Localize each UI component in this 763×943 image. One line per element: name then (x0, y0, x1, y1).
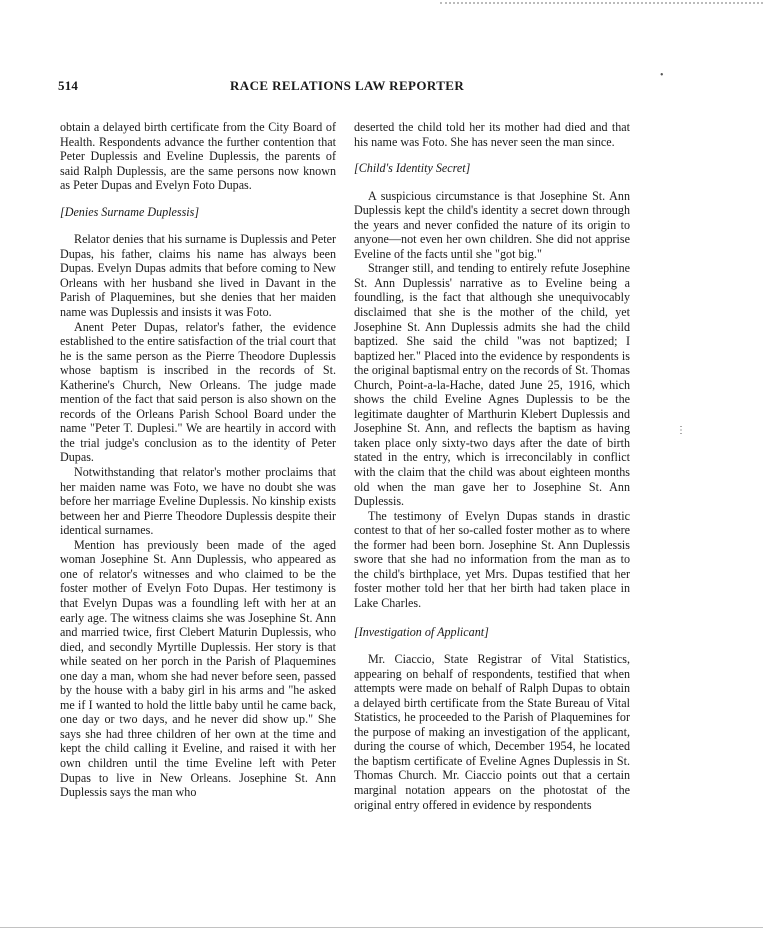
bottom-scan-edge (0, 927, 763, 928)
paragraph: Mr. Ciaccio, State Registrar of Vital Statistics, appearing on behalf of respondents, testified that when attempts were made on behalf of Ralph Dupas to obtain a delayed birth certificate from the State Bureau of Vital Statistics, he proceeded to the Parish of Plaquemines for the purpose of making an investigation of the applicant, during the course of which, December 1954, he located the baptism certificate of Eveline Agnes Duplessis in St. Thomas Church. Mr. Ciaccio points out that a certain marginal notation appears on the photostat of the original entry offered in evidence by respondents (354, 652, 630, 812)
paragraph: The testimony of Evelyn Dupas stands in drastic contest to that of her so-called foster mother as to where the former had been born. Josephine St. Ann Duplessis swore that she had no information from the man as to the child's birthplace, yet Mrs. Dupas testified that her foster mother told her that her birth had taken place in Lake Charles. (354, 508, 630, 610)
page-number: 514 (58, 78, 79, 93)
paragraph: Mention has previously been made of the aged woman Josephine St. Ann Duplessis, who appeared as one of relator's witnesses and who claimed to be the foster mother of Evelyn Foto Dupas. Her testimony is that Evelyn Dupas was a foundling left with her at an early age. The witness claims she was Josephine St. Ann and married twice, first Clebert Maturin Duplessis, who died, and secondly Myrtille Duplessis. Her story is that while seated on her porch in the Parish of Plaquemines one day a man, whom she had never before seen, passed by the house with a baby girl in his arms and "he asked me if I wanted to hold the little baby until he came back, one day or two days, and he never did show up." She says she had three children of her own at the time and kept the child calling it Eveline, and raised it with her own children until the time Eveline left with Peter Dupas to live in New Orleans. Josephine St. Ann Duplessis says the man who (60, 537, 336, 800)
paragraph: A suspicious circumstance is that Josephine St. Ann Duplessis kept the child's identity a secret down through the years and never confided the nature of its origin to anyone—not even her own children. She did not apprise Eveline of the facts until she "got big." (354, 188, 630, 261)
left-column (60, 120, 336, 800)
paragraph: deserted the child told her its mother had died and that his name was Foto. She has never seen the man since. (354, 120, 630, 149)
paragraph: Anent Peter Dupas, relator's father, the evidence established to the entire satisfaction of the trial court that he is the same person as the Pierre Theodore Duplessis whose baptism is inscribed in the records of St. Katherine's Church, New Orleans. The judge made mention of the fact that said person is also shown on the records of the Orleans Parish School Board under the name "Peter T. Duplesi." We are heartily in accord with the trial judge's conclusion as to the identity of Peter Dupas. (60, 319, 336, 465)
paragraph: Stranger still, and tending to entirely refute Josephine St. Ann Duplessis' narrative as to Eveline being a foundling, is the fact that although she unequivocably disclaimed that she is the mother of the child, yet Josephine St. Ann Duplessis admits she had the child baptized. She said the child "was not baptized; I baptized her." Placed into the evidence by respondents is the original baptismal entry on the records of St. Thomas Church, Point-a-la-Hache, dated June 25, 1916, which shows the child Eveline Agnes Duplessis to be the legitimate daughter of Marthurin Klebert Duplessis and Josephine St. Ann, and reflects the baptism as having taken place only sixty-two days after the date of birth stated in the entry, which is irreconcilably in conflict with the claim that the child was about eighteen months old when the man gave her to Josephine St. Ann Duplessis. (354, 261, 630, 509)
section-heading: [Denies Surname Duplessis] (60, 204, 200, 219)
section-heading: [Child's Identity Secret] (354, 161, 471, 176)
running-title: RACE RELATIONS LAW REPORTER (230, 78, 465, 93)
section-heading: [Investigation of Applicant] (354, 624, 489, 639)
scan-speck: ⋮ (676, 425, 686, 436)
top-scan-edge (440, 2, 763, 4)
scan-speck: • (660, 70, 664, 81)
paragraph: obtain a delayed birth certificate from the City Board of Health. Respondents advance the further contention that Peter Duplessis and Eveline Duplessis, the parents of said Ralph Duplessis, are the same persons now known as Peter Dupas and Evelyn Foto Dupas. (60, 120, 336, 193)
right-column (354, 120, 630, 812)
paragraph: Notwithstanding that relator's mother proclaims that her maiden name was Foto, we have no doubt she was before her marriage Eveline Duplessis. No kinship exists between her and Pierre Theodore Duplessis despite their identical surnames. (60, 465, 336, 538)
paragraph: Relator denies that his surname is Duplessis and Peter Dupas, his father, claims his name has always been Dupas. Evelyn Dupas admits that before coming to New Orleans with her husband she lived in Davant in the Parish of Plaquemines, but she denies that her maiden name was Duplessis and insists it was Foto. (60, 232, 336, 320)
